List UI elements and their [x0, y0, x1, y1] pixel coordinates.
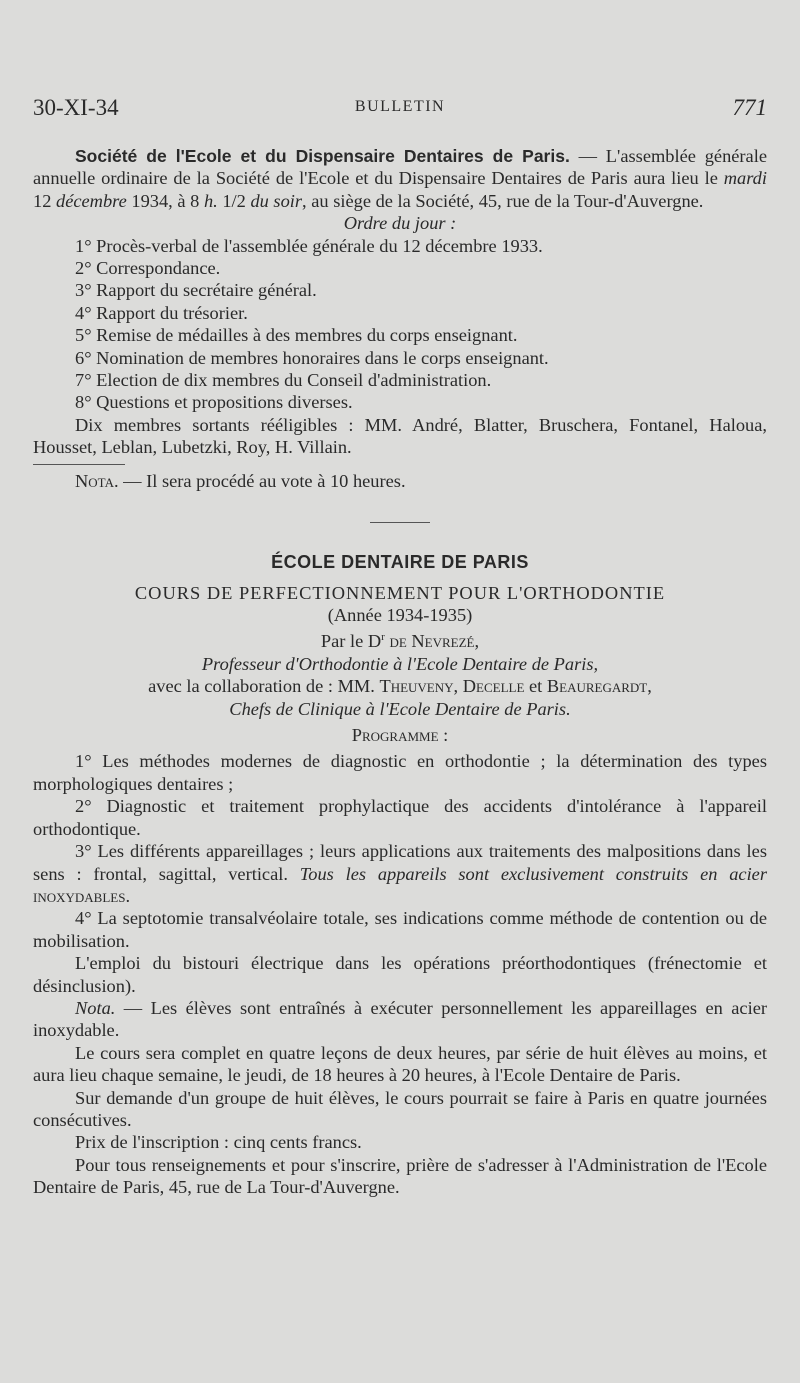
agenda-item: 3° Rapport du secrétaire général. [75, 280, 317, 301]
agenda-item: 5° Remise de médailles à des membres du corps enseignant. [75, 325, 518, 346]
agenda-item: 6° Nomination de membres honoraires dans le corps enseignant. [75, 347, 549, 368]
course-year: (Année 1934-1935) [327, 604, 473, 625]
programme-title: Programme : [351, 725, 449, 746]
societe-title: Société de l'Ecole et du Dispensaire Dentaires de Paris. [75, 146, 570, 166]
page-header [33, 95, 767, 129]
agenda-item: 1° Procès-verbal de l'assemblée générale du 12 décembre 1933. [75, 235, 543, 256]
header-journal: BULLETIN [354, 98, 446, 115]
page-body [33, 145, 767, 1199]
section-divider [370, 522, 430, 523]
course-title: COURS DE PERFECTIONNEMENT POUR L'ORTHODONTIE [134, 582, 666, 603]
agenda-item: 2° Correspondance. [75, 258, 221, 279]
ecole-title: ÉCOLE DENTAIRE DE PARIS [271, 552, 529, 573]
programme-item: L'emploi du bistouri électrique dans les opérations préorthodontiques (frénectomie et désinclusion). [33, 953, 767, 996]
programme-item: 4° La septotomie transalvéolaire totale, ses indications comme méthode de contention ou de mobilisation. [33, 908, 767, 951]
course-price: Prix de l'inscription : cinq cents francs. [75, 1132, 362, 1153]
outgoing-members: Dix membres sortants rééligibles : MM. André, Blatter, Bruschera, Fontanel, Haloua, Housset, Leblan, Lubetzki, Roy, H. Villain. [33, 414, 767, 458]
divider [33, 464, 125, 465]
collaborators: avec la collaboration de : MM. Theuveny, Decelle et Beauregardt, [148, 676, 652, 697]
author-role: Professeur d'Orthodontie à l'Ecole Dentaire de Paris, [201, 653, 599, 674]
programme-item: 2° Diagnostic et traitement prophylactique des accidents d'intolérance à l'appareil orthodontique. [33, 796, 767, 839]
collaborators-role: Chefs de Clinique à l'Ecole Dentaire de Paris. [229, 698, 571, 719]
course-alternative: Sur demande d'un groupe de huit élèves, le cours pourrait se faire à Paris en quatre journées consécutives. [33, 1087, 767, 1130]
agenda-item: 4° Rapport du trésorier. [75, 302, 248, 323]
programme-item: 1° Les méthodes modernes de diagnostic en orthodontie ; la détermination des types morphologiques dentaires ; [33, 751, 767, 794]
agenda-item: 7° Election de dix membres du Conseil d'administration. [75, 370, 492, 391]
programme-item: 3° Les différents appareillages ; leurs applications aux traitements des malpositions dans les sens : frontal, sagittal, vertical. Tous les appareils sont exclusivement construits en acier inoxydables. [33, 841, 767, 906]
course-schedule: Le cours sera complet en quatre leçons de deux heures, par série de huit élèves au moins, et aura lieu chaque semaine, le jeudi, de 18 heures à 20 heures, à l'Ecole Dentaire de Paris. [33, 1042, 767, 1086]
course-author: Par le $D^r$ de Nevrezé, [320, 631, 480, 652]
ecole-nota: Nota. — Les élèves sont entraînés à exécuter personnellement les appareillages en acier inoxydable. [33, 997, 767, 1041]
header-date: 30-XI-34 [33, 95, 119, 120]
agenda-title: Ordre du jour : [343, 213, 457, 234]
contact-info: Pour tous renseignements et pour s'inscrire, prière de s'adresser à l'Administration de l'Ecole Dentaire de Paris, 45, rue de La Tour-d'Auvergne. [33, 1154, 767, 1198]
agenda-item: 8° Questions et propositions diverses. [75, 392, 353, 413]
societe-nota: Nota. — Il sera procédé au vote à 10 heures. [75, 470, 406, 491]
societe-announcement: Société de l'Ecole et du Dispensaire Dentaires de Paris. — L'assemblée générale annuelle ordinaire de la Société de l'Ecole et du Dispensaire Dentaires de Paris aura lieu le mardi 12 décembre 1934, à 8 h. 1/2 du soir, au siège de la Société, 45, rue de la Tour-d'Auvergne. [33, 146, 767, 211]
page-number: 771 [732, 95, 767, 120]
